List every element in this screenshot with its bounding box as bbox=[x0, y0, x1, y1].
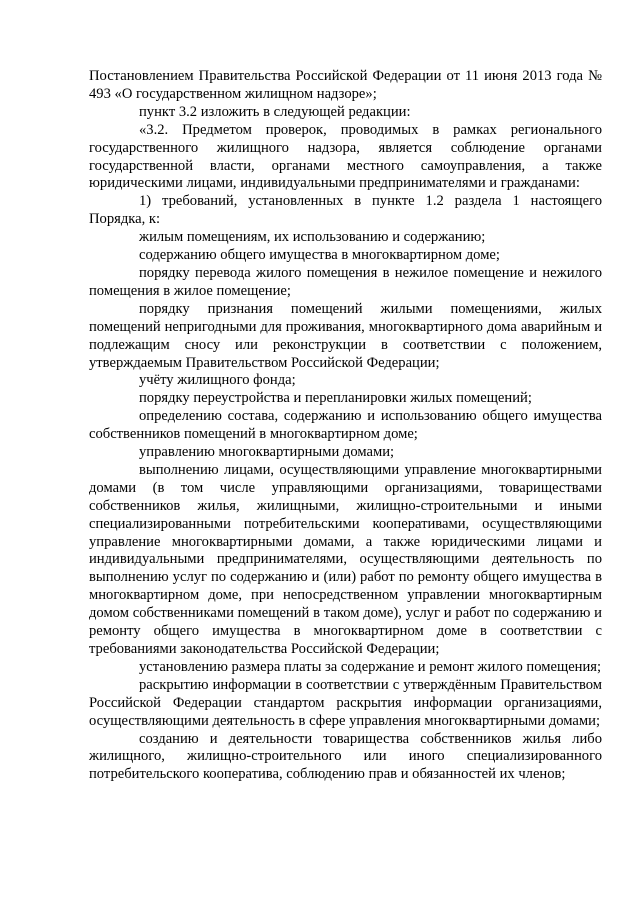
list-item-information-disclosure: раскрытию информации в соответствии с утверждённым Правительством Российской Федерации стандартом раскрытия информации организациями, осуществляющими деятельность в сфере управления многоквартирными домами; bbox=[89, 676, 602, 729]
list-item-reconstruction: порядку переустройства и перепланировки жилых помещений; bbox=[139, 390, 532, 407]
list-item-residential-premises: жилым помещениям, их использованию и содержанию; bbox=[139, 229, 486, 246]
list-item-common-property: содержанию общего имущества в многоквартирном доме; bbox=[139, 247, 500, 264]
list-item-common-property-composition: определению состава, содержанию и использованию общего имущества собственников помещений в многоквартирном доме; bbox=[89, 408, 602, 443]
paragraph-item-3-2-instruction: пункт 3.2 изложить в следующей редакции: bbox=[139, 103, 411, 120]
list-item-building-management: управлению многоквартирными домами; bbox=[139, 444, 395, 461]
document-body bbox=[89, 68, 602, 784]
paragraph-resolution-reference: Постановлением Правительства Российской Федерации от 11 июня 2013 года № 493 «О государственном жилищном надзоре»; bbox=[89, 68, 602, 102]
paragraph-item-3-2-subject: «3.2. Предметом проверок, проводимых в рамках регионального государственного жилищного надзора, является соблюдение органами государственной власти, органами местного самоуправления, а также юридическими лицами, индивидуальными предпринимателями и гражданами: bbox=[89, 121, 602, 192]
list-item-fee-setting: установлению размера платы за содержание и ремонт жилого помещения; bbox=[139, 658, 602, 675]
list-item-premises-transfer: порядку перевода жилого помещения в нежилое помещение и нежилого помещения в жилое помещение; bbox=[89, 264, 602, 299]
list-item-hoa-creation: созданию и деятельности товарищества собственников жилья либо жилищного, жилищно-строительного или иного специализированного потребительского кооператива, соблюдению прав и обязанностей их членов; bbox=[89, 730, 602, 783]
list-item-premises-recognition: порядку признания помещений жилыми помещениями, жилых помещений непригодными для проживания, многоквартирного дома аварийным и подлежащим сносу или реконструкции в соответствии с положением, утверждаемым Правительством Российской Федерации; bbox=[89, 300, 602, 371]
list-item-housing-accounting: учёту жилищного фонда; bbox=[139, 372, 296, 389]
list-item-management-services: выполнению лицами, осуществляющими управление многоквартирными домами (в том числе управляющими организациями, товариществами собственников жилья, жилищными, жилищно-строительными и иными специализированными потребительскими кооперативами, осуществляющими управление многоквартирными домами, а также юридическими лицами и индивидуальными предпринимателями, осуществляющими деятельность по выполнению услуг по содержанию и (или) работ по ремонту общего имущества в многоквартирном доме, при непосредственном управлении многоквартирным домом собственниками помещений в таком доме), услуг и работ по содержанию и ремонту общего имущества в многоквартирном доме в соответствии с требованиями законодательства Российской Федерации; bbox=[89, 461, 602, 657]
paragraph-requirements-1: 1) требований, установленных в пункте 1.2 раздела 1 настоящего Порядка, к: bbox=[89, 193, 602, 228]
